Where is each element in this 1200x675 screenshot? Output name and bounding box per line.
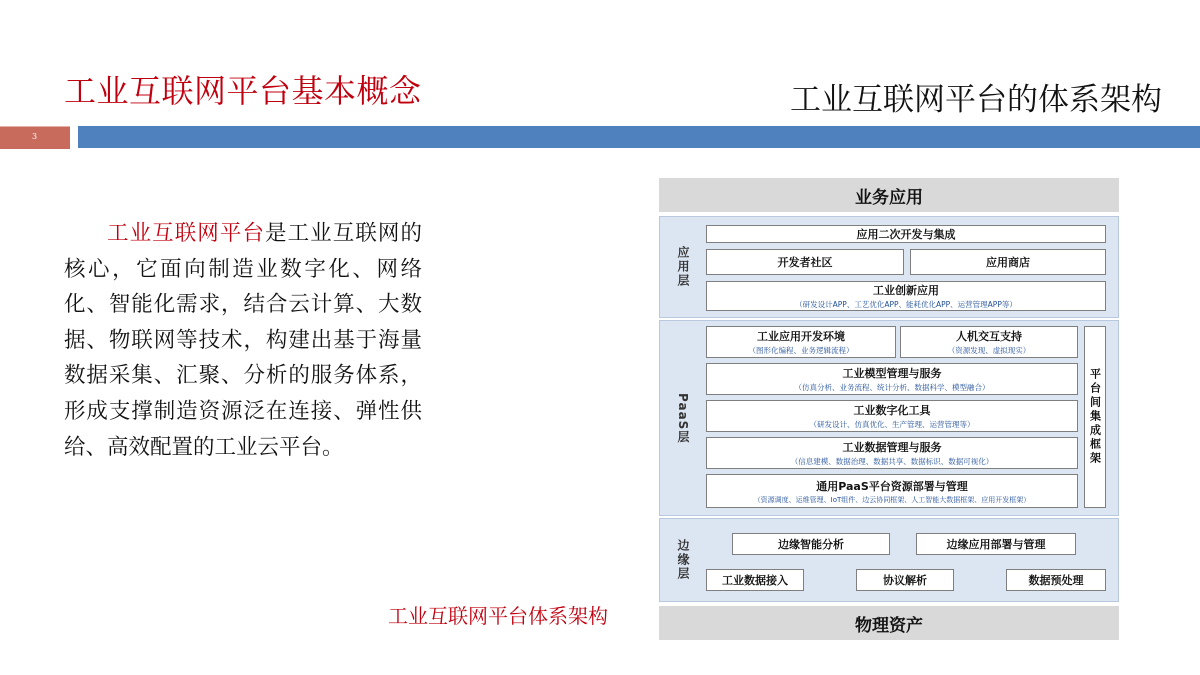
edge-layer xyxy=(659,518,1119,602)
data-access-box xyxy=(706,569,804,591)
app-layer-label xyxy=(668,217,698,317)
paas-layer-label-text: PaaS层 xyxy=(676,392,690,444)
innovation-sub: （研发设计APP、工艺优化APP、能耗优化APP、运营管理APP等） xyxy=(795,300,1017,309)
body-text: 是工业互联网的核心，它面向制造业数字化、网络化、智能化需求，结合云计算、大数据、物联网等技术，构建出基于海量数据采集、汇聚、分析的服务体系，形成支撑制造资源泛在连接、弹性供给、高效配置的工业云平台。 xyxy=(64,221,422,460)
app-store-label: 应用商店 xyxy=(986,256,1030,269)
body-highlight: 工业互联网平台 xyxy=(107,221,266,246)
body-paragraph xyxy=(64,216,422,465)
edge-ai-box xyxy=(732,533,890,555)
slide-number: 3 xyxy=(32,132,38,141)
slide-number-badge xyxy=(0,126,70,149)
hci-box xyxy=(900,326,1078,358)
digital-tools-label: 工业数字化工具 xyxy=(853,404,931,417)
paas-deploy-sub: （资源调度、运维管理、IoT组件、边云协同框架、人工智能大数据框架、应用开发框架） xyxy=(753,495,1031,504)
preprocess-box xyxy=(1006,569,1106,591)
slide-title: 工业互联网平台基本概念 xyxy=(64,72,422,110)
edge-deploy-box xyxy=(916,533,1076,555)
paas-deploy-box xyxy=(706,474,1078,508)
dev-community-box xyxy=(706,249,904,275)
hci-sub: （资源发现、虚拟现实） xyxy=(947,346,1031,355)
data-mgmt-label: 工业数据管理与服务 xyxy=(842,441,942,454)
secondary-dev-box xyxy=(706,225,1106,243)
paas-layer-label xyxy=(668,321,698,515)
protocol-label: 协议解析 xyxy=(883,574,927,587)
innovation-label: 工业创新应用 xyxy=(873,284,939,297)
hci-label: 人机交互支持 xyxy=(956,330,1022,343)
dev-env-sub: （图形化编程、业务逻辑流程） xyxy=(748,346,854,355)
innovation-box xyxy=(706,281,1106,311)
integration-frame-label: 平台间集成框架 xyxy=(1088,368,1102,466)
data-mgmt-box xyxy=(706,437,1078,469)
data-mgmt-sub: （信息建模、数据治理、数据共享、数据标识、数据可视化） xyxy=(790,457,994,466)
data-access-label: 工业数据接入 xyxy=(722,574,788,587)
edge-layer-label xyxy=(668,519,698,601)
paas-deploy-label: 通用PaaS平台资源部署与管理 xyxy=(816,479,968,493)
app-store-box xyxy=(910,249,1106,275)
diagram-caption: 工业互联网平台体系架构 xyxy=(388,604,608,628)
protocol-box xyxy=(856,569,954,591)
digital-tools-sub: （研发设计、仿真优化、生产管理、运营管理等） xyxy=(809,420,975,429)
paas-layer xyxy=(659,320,1119,516)
model-label: 工业模型管理与服务 xyxy=(842,367,942,380)
business-app-band: 业务应用 xyxy=(659,178,1119,212)
slide-subtitle: 工业互联网平台的体系架构 xyxy=(790,82,1162,118)
dev-env-box xyxy=(706,326,896,358)
integration-frame-box xyxy=(1084,326,1106,508)
model-sub: （仿真分析、业务流程、统计分析、数据科学、模型融合） xyxy=(794,383,990,392)
app-layer xyxy=(659,216,1119,318)
preprocess-label: 数据预处理 xyxy=(1028,574,1084,587)
header-bar xyxy=(78,126,1200,148)
physical-assets-band: 物理资产 xyxy=(659,606,1119,640)
edge-deploy-label: 边缘应用部署与管理 xyxy=(946,538,1046,551)
digital-tools-box xyxy=(706,400,1078,432)
secondary-dev-label: 应用二次开发与集成 xyxy=(856,228,956,241)
architecture-diagram xyxy=(659,178,1119,643)
app-layer-label-text: 应用层 xyxy=(676,246,690,288)
edge-ai-label: 边缘智能分析 xyxy=(778,538,844,551)
dev-community-label: 开发者社区 xyxy=(777,256,833,269)
model-box xyxy=(706,363,1078,395)
dev-env-label: 工业应用开发环境 xyxy=(757,330,845,343)
edge-layer-label-text: 边缘层 xyxy=(676,539,690,581)
